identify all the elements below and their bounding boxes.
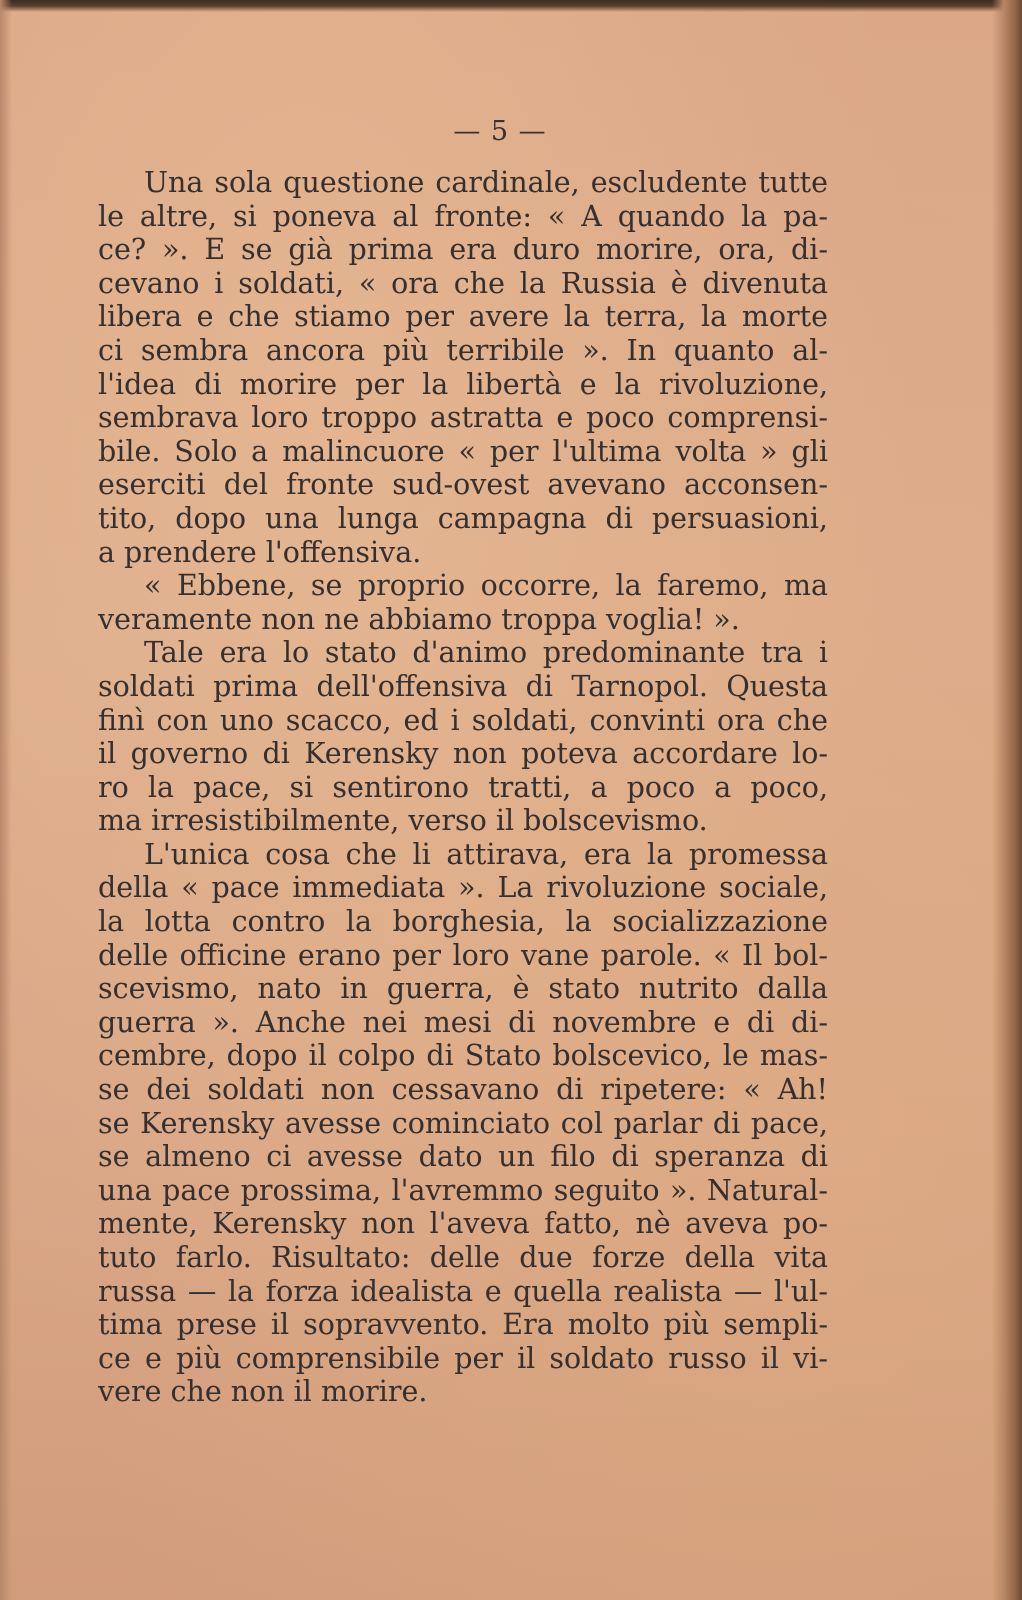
text-line: L'unica cosa che li attirava, era la promessa	[144, 837, 828, 871]
text-line: bile. Solo a malincuore « per l'ultima volta » gli	[98, 434, 828, 468]
text-line: scevismo, nato in guerra, è stato nutrito dalla	[98, 972, 828, 1006]
text-line: cevano i soldati, « ora che la Russia è divenuta	[98, 266, 828, 300]
page-top-edge-shadow	[0, 0, 1022, 12]
text-line: le altre, si poneva al fronte: « A quando la pa-	[98, 199, 828, 233]
text-line: ci sembra ancora più terribile ». In quanto al-	[98, 333, 828, 367]
text-line: « Ebbene, se proprio occorre, la faremo, ma	[144, 569, 828, 603]
text-line: l'idea di morire per la libertà e la rivoluzione,	[98, 367, 828, 401]
text-line: il governo di Kerensky non poteva accordare lo-	[98, 737, 828, 771]
text-line: se dei soldati non cessavano di ripetere: « Ah!	[98, 1073, 828, 1107]
text-line: a prendere l'offensiva.	[98, 535, 422, 569]
text-line: guerra ». Anche nei mesi di novembre e di di-	[98, 1005, 828, 1039]
text-line: Tale era lo stato d'animo predominante tra i	[144, 636, 828, 670]
page-right-edge-binding	[992, 0, 1022, 1600]
page-left-edge	[0, 0, 12, 1600]
text-line: soldati prima dell'offensiva di Tarnopol. Questa	[98, 669, 828, 703]
body-text	[98, 166, 828, 1409]
text-line: se Kerensky avesse cominciato col parlar di pace,	[98, 1106, 828, 1140]
text-line: finì con uno scacco, ed i soldati, convinti ora che	[98, 703, 828, 737]
text-line: veramente non ne abbiamo troppa voglia! ».	[98, 602, 740, 636]
text-line: una pace prossima, l'avremmo seguito ». Natural-	[98, 1173, 828, 1207]
text-line: mente, Kerensky non l'aveva fatto, nè aveva po-	[98, 1207, 828, 1241]
text-line: eserciti del fronte sud-ovest avevano acconsen-	[98, 468, 828, 502]
text-line: russa — la forza idealista e quella realista — l'ul-	[98, 1274, 828, 1308]
text-line: se almeno ci avesse dato un filo di speranza di	[98, 1140, 828, 1174]
text-line: tuto farlo. Risultato: delle due forze della vita	[98, 1241, 828, 1274]
text-line: ma irresistibilmente, verso il bolscevismo.	[98, 804, 708, 838]
text-line: sembrava loro troppo astratta e poco comprensi-	[98, 401, 828, 435]
text-line: cembre, dopo il colpo di Stato bolscevico, le mas-	[98, 1039, 828, 1073]
text-line: ce? ». E se già prima era duro morire, ora, di-	[98, 233, 828, 267]
text-line: ce e più comprensibile per il soldato russo il vi-	[98, 1341, 828, 1375]
page-number: — 5 —	[453, 116, 547, 147]
text-line: della « pace immediata ». La rivoluzione sociale,	[98, 871, 828, 905]
text-line: Una sola questione cardinale, escludente tutte	[144, 166, 828, 199]
text-line: ro la pace, si sentirono tratti, a poco a poco,	[98, 770, 828, 804]
text-line: la lotta contro la borghesia, la socializzazione	[98, 905, 828, 939]
text-line: libera e che stiamo per avere la terra, la morte	[98, 300, 828, 334]
text-line: delle officine erano per loro vane parole. « Il bol-	[98, 938, 828, 972]
text-line: tito, dopo una lunga campagna di persuasioni,	[98, 501, 828, 535]
text-line: tima prese il sopravvento. Era molto più sempli-	[98, 1308, 828, 1342]
text-line: vere che non il morire.	[98, 1375, 428, 1409]
